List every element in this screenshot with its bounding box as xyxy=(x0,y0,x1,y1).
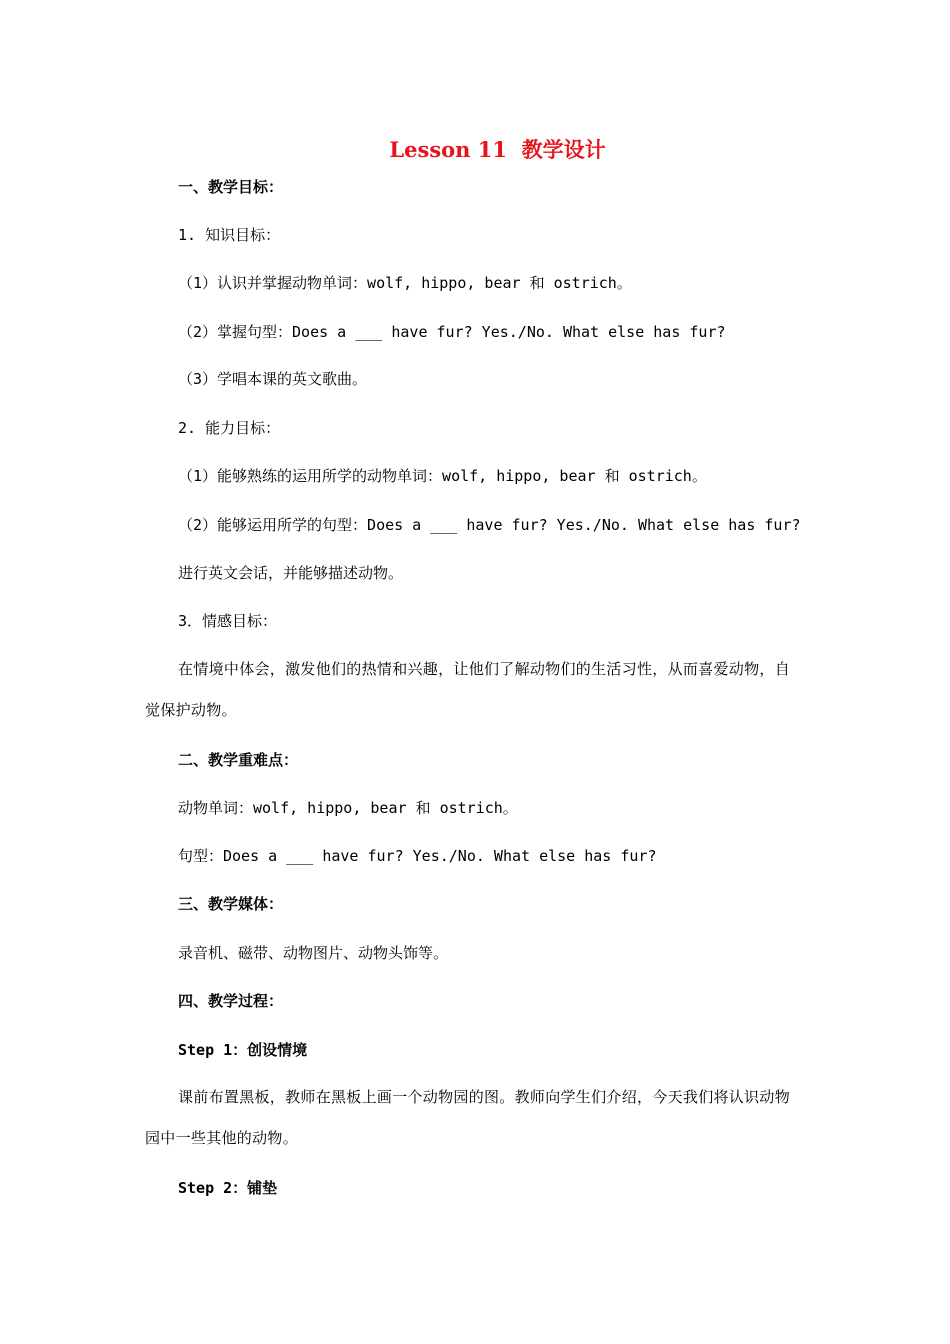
emotion-heading: 3．情感目标： xyxy=(178,612,278,630)
step1-heading: Step 1：创设情境 xyxy=(178,1041,308,1059)
media-text: 录音机、磁带、动物图片、动物头饰等。 xyxy=(178,944,449,962)
knowledge-item-2: （2）掌握句型：Does a ___ have fur? Yes./No. What else has fur? xyxy=(178,323,726,341)
knowledge-item-3: （3）学唱本课的英文歌曲。 xyxy=(178,370,368,388)
emotion-paragraph: 在情境中体会，激发他们的热情和兴趣，让他们了解动物们的生活习性，从而喜爱动物，自觉保护动物。 xyxy=(145,660,791,719)
ability-item-2: （2）能够运用所学的句型：Does a ___ have fur? Yes./No. What else has fur? xyxy=(178,516,801,534)
key-points-heading: 二、教学重难点： xyxy=(178,751,299,769)
knowledge-item-1: （1）认识并掌握动物单词：wolf, hippo, bear 和 ostrich。 xyxy=(178,274,632,292)
ability-item-1: （1）能够熟练的运用所学的动物单词：wolf, hippo, bear 和 ostrich。 xyxy=(178,467,707,485)
key-points-words: 动物单词：wolf, hippo, bear 和 ostrich。 xyxy=(178,799,518,817)
ability-heading: 2. 能力目标： xyxy=(178,419,281,437)
step1-paragraph: 课前布置黑板，教师在黑板上画一个动物园的图。教师向学生们介绍，今天我们将认识动物园中一些其他的动物。 xyxy=(145,1088,791,1147)
process-heading: 四、教学过程： xyxy=(178,992,284,1010)
document-title: Lesson 11 教学设计 xyxy=(389,137,606,162)
knowledge-heading: 1. 知识目标： xyxy=(178,226,281,244)
objectives-heading: 一、教学目标： xyxy=(178,178,284,196)
step2-heading: Step 2：铺垫 xyxy=(178,1179,278,1197)
ability-item-2-continued: 进行英文会话，并能够描述动物。 xyxy=(178,564,404,582)
key-points-sentences: 句型：Does a ___ have fur? Yes./No. What else has fur? xyxy=(178,847,657,865)
media-heading: 三、教学媒体： xyxy=(178,895,284,913)
